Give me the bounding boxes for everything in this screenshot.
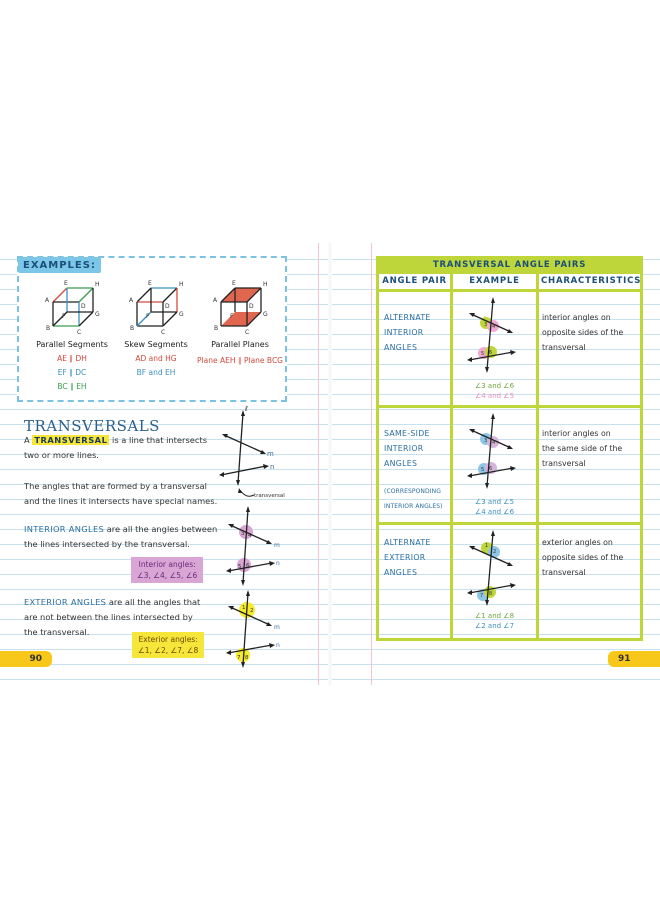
svg-text:2: 2 [250, 608, 254, 614]
svg-text:G: G [263, 311, 268, 318]
exterior-angles-diagram [224, 589, 294, 669]
svg-text:H: H [179, 281, 184, 288]
svg-text:1: 1 [242, 605, 246, 611]
alternate-interior-diagram [465, 296, 525, 376]
exterior-line: are not between the lines intersected by [24, 612, 193, 622]
column-header: CHARACTERISTICS [538, 273, 642, 291]
interior-angles-text [24, 522, 224, 552]
svg-text:n: n [276, 642, 280, 649]
svg-text:A: A [45, 297, 50, 304]
svg-text:B: B [214, 325, 219, 332]
left-page [0, 243, 330, 685]
characteristics-cell [538, 291, 642, 407]
svg-text:4: 4 [248, 533, 252, 539]
section-title: TRANSVERSALS [24, 417, 160, 435]
svg-text:G: G [179, 311, 184, 318]
svg-text:F: F [62, 313, 66, 320]
svg-text:B: B [130, 325, 135, 332]
svg-text:5: 5 [481, 351, 485, 357]
angles-intro [24, 479, 224, 509]
example-caption: ∠2 and ∠7 [474, 622, 515, 630]
svg-text:3: 3 [241, 531, 245, 537]
example-cell [452, 524, 538, 640]
exterior-line: the transversal. [24, 627, 90, 637]
examples-box [17, 256, 287, 402]
svg-text:B: B [46, 325, 51, 332]
interior-angles-diagram [224, 505, 294, 589]
characteristics-text: exterior angles on opposite sides of the transversal [542, 538, 624, 577]
example-caption: ∠4 and ∠5 [474, 392, 515, 400]
alternate-exterior-diagram [465, 529, 525, 609]
svg-text:5: 5 [481, 467, 485, 473]
svg-text:6: 6 [489, 466, 493, 472]
note-values: ∠3, ∠4, ∠5, ∠6 [137, 571, 198, 580]
angle-pair-subtitle: (CORRESPONDING INTERIOR ANGLES) [384, 488, 443, 510]
transversal-definition [24, 433, 224, 463]
svg-text:transversal: transversal [254, 493, 285, 499]
svg-text:C: C [77, 329, 82, 336]
definition-line2: two or more lines. [24, 450, 99, 460]
svg-text:5: 5 [238, 564, 242, 570]
cube-relation: AE ∥ DH [57, 354, 87, 363]
svg-text:F: F [146, 313, 150, 320]
table-row [378, 291, 642, 407]
cube-parallel-planes [205, 280, 275, 338]
example-caption: ∠4 and ∠6 [474, 508, 515, 516]
svg-text:8: 8 [245, 655, 249, 661]
page-number-left: 90 [0, 651, 52, 667]
svg-text:D: D [249, 303, 254, 310]
angle-pair-cell [378, 407, 452, 524]
cube-relation: BC ∥ EH [57, 382, 87, 391]
svg-text:6: 6 [246, 563, 250, 569]
examples-label: EXAMPLES: [18, 257, 101, 273]
term-exterior-angles: EXTERIOR ANGLES [24, 597, 107, 607]
cube-relation: Plane AEH ∥ Plane BCG [197, 356, 283, 365]
definition-rest: is a line that intersects [112, 435, 208, 445]
characteristics-text: interior angles on opposite sides of the transversal [542, 313, 624, 352]
svg-text:m: m [274, 542, 280, 549]
svg-text:7: 7 [480, 593, 484, 599]
angle-pairs-table [376, 256, 640, 641]
svg-text:H: H [95, 281, 100, 288]
book-spread [0, 243, 660, 685]
example-cell [452, 291, 538, 407]
svg-text:D: D [165, 303, 170, 310]
svg-text:ℓ: ℓ [245, 405, 248, 413]
cube-relation: EF ∥ DC [57, 368, 87, 377]
svg-text:3: 3 [484, 322, 488, 328]
svg-text:A: A [213, 297, 218, 304]
cube-relation: BF and EH [136, 368, 176, 377]
example-caption: ∠1 and ∠8 [474, 612, 515, 620]
svg-text:8: 8 [489, 591, 493, 597]
svg-text:n: n [270, 463, 275, 471]
svg-text:4: 4 [492, 324, 496, 330]
cube-title: Parallel Planes [211, 340, 269, 349]
table-row [378, 407, 642, 524]
svg-text:F: F [230, 313, 234, 320]
cube-icon [121, 280, 191, 338]
intro-line: The angles that are formed by a transversal [24, 481, 207, 491]
svg-text:2: 2 [493, 549, 497, 555]
characteristics-cell [538, 407, 642, 524]
cube-skew-segments [121, 280, 191, 338]
cube-icon [37, 280, 107, 338]
page-number-right: 91 [608, 651, 660, 667]
note-title: Exterior angles: [138, 635, 198, 644]
table-row [378, 524, 642, 640]
cube-parallel-segments [37, 280, 107, 338]
example-caption: ∠3 and ∠5 [474, 498, 515, 506]
svg-text:m: m [267, 450, 274, 458]
interior-angles-note [131, 557, 203, 583]
example-caption: ∠3 and ∠6 [474, 382, 515, 390]
margin-line [371, 243, 372, 685]
svg-text:E: E [232, 280, 236, 287]
svg-text:C: C [245, 329, 250, 336]
svg-text:H: H [263, 281, 268, 288]
characteristics-text: interior angles on the same side of the transversal [542, 429, 623, 468]
cube-title: Skew Segments [124, 340, 188, 349]
svg-text:G: G [95, 311, 100, 318]
note-values: ∠1, ∠2, ∠7, ∠8 [138, 646, 199, 655]
column-header: ANGLE PAIR [378, 273, 452, 291]
transversal-diagram [216, 405, 296, 501]
term-interior-angles: INTERIOR ANGLES [24, 524, 105, 534]
cube-icon [205, 280, 275, 338]
column-header: EXAMPLE [452, 273, 538, 291]
angle-pair-name: SAME-SIDE INTERIOR ANGLES [384, 429, 430, 468]
exterior-angles-note [132, 632, 204, 658]
gutter [328, 243, 332, 685]
term-transversal: TRANSVERSAL [34, 435, 108, 445]
angle-pair-cell [378, 291, 452, 407]
svg-text:m: m [274, 624, 280, 631]
svg-text:3: 3 [484, 438, 488, 444]
table-title: TRANSVERSAL ANGLE PAIRS [378, 258, 642, 273]
svg-text:E: E [148, 280, 152, 287]
svg-text:A: A [129, 297, 134, 304]
interior-line: are all the angles between [106, 524, 218, 534]
svg-text:D: D [81, 303, 86, 310]
example-cell [452, 407, 538, 524]
same-side-interior-diagram [465, 412, 525, 492]
exterior-line: are all the angles that [108, 597, 201, 607]
interior-line: the lines intersected by the transversal. [24, 539, 190, 549]
cube-title: Parallel Segments [36, 340, 108, 349]
svg-text:1: 1 [485, 543, 489, 549]
svg-text:C: C [161, 329, 166, 336]
angle-pair-cell [378, 524, 452, 640]
svg-text:E: E [64, 280, 68, 287]
angle-pair-name: ALTERNATE INTERIOR ANGLES [384, 313, 431, 352]
margin-line [318, 243, 319, 685]
angle-pair-name: ALTERNATE EXTERIOR ANGLES [384, 538, 431, 577]
svg-text:6: 6 [489, 350, 493, 356]
definition-prefix: A [24, 435, 30, 445]
cube-relation: AD and HG [135, 354, 177, 363]
note-title: Interior angles: [138, 560, 196, 569]
svg-text:n: n [276, 560, 280, 567]
svg-text:7: 7 [237, 655, 241, 661]
svg-text:4: 4 [492, 440, 496, 446]
intro-line: and the lines it intersects have special names. [24, 496, 218, 506]
characteristics-cell [538, 524, 642, 640]
